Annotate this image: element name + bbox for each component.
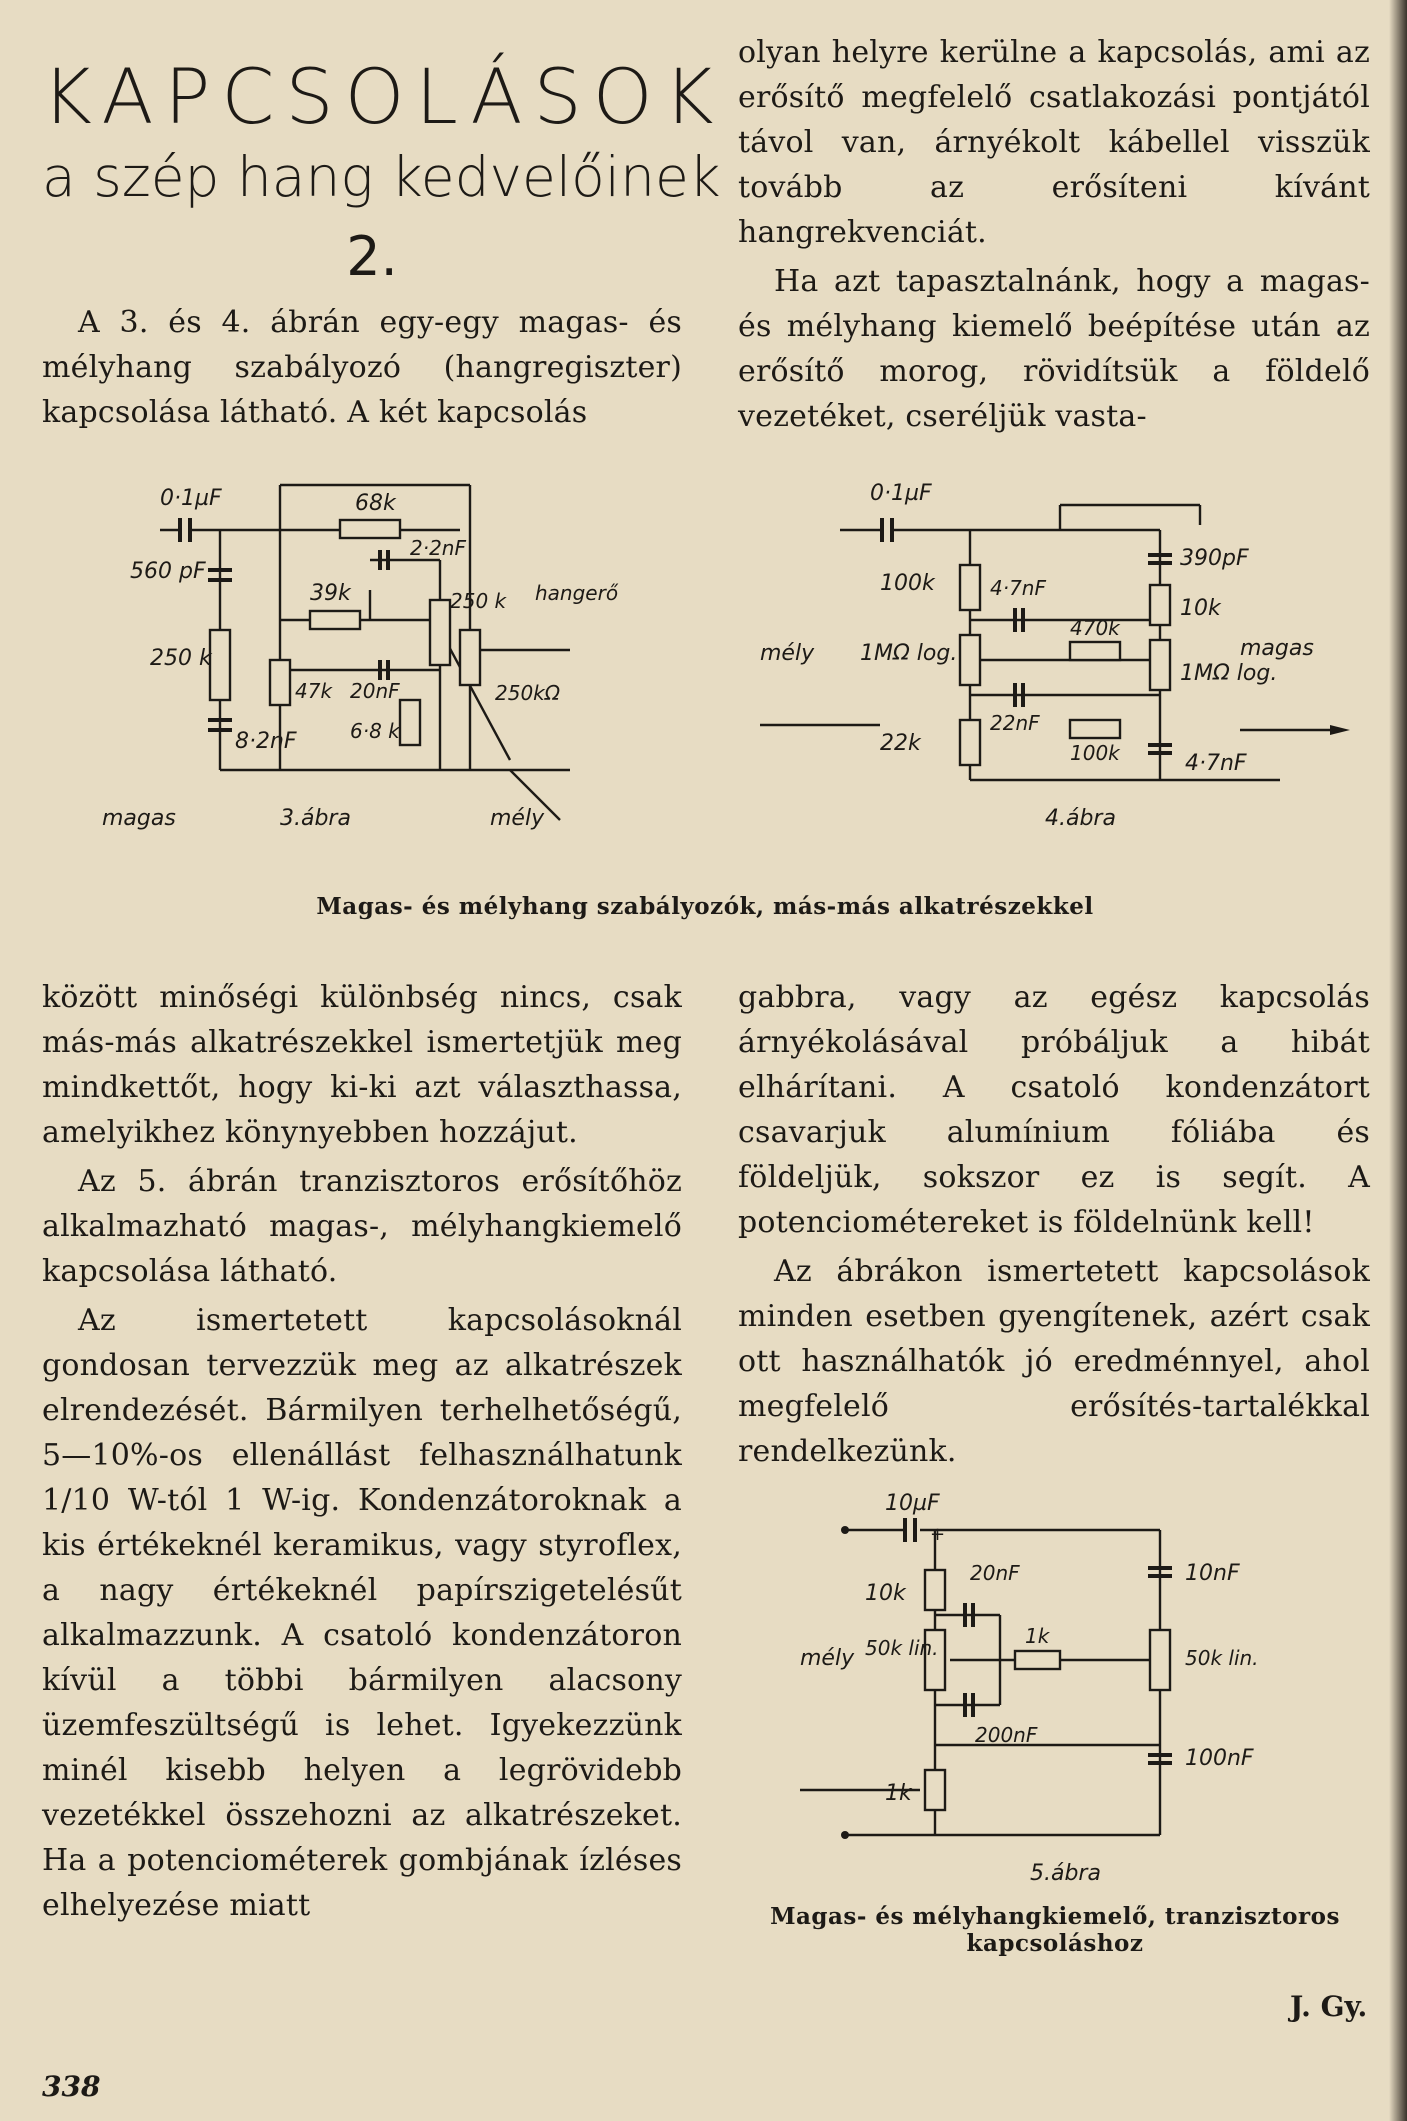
paragraph: között minőségi különbség nincs, csak más-más alkatrészekkel ismertetjük meg mindkettőt, hogy ki-ki azt választhassa, amelyikhez könynyebben hozzájut. [42,980,682,1150]
fig4-c3-label: 390pF [1180,546,1249,571]
fig5-c1-label: 20nF [970,1561,1020,1585]
fig3-c4-label: 20nF [350,679,400,703]
fig4-high-label: magas [1240,636,1314,661]
left-top-column [42,300,682,439]
page-edge-shadow [1389,0,1407,2121]
left-bottom-column [42,975,682,1932]
fig4-c1-label: 4·7nF [990,576,1046,600]
fig4-r4-label: 10k [1180,596,1221,621]
fig4-c2-label: 22nF [990,711,1040,735]
fig5-c2-label: 200nF [975,1723,1038,1747]
figure-4-schematic [740,470,1380,850]
fig5-pot-low-label: 50k lin. [865,1636,939,1660]
fig3-r-vol-label: 250kΩ [495,681,561,705]
fig3-c3-label: 2·2nF [410,536,466,560]
paragraph: Az ábrákon ismertetett kapcsolások minden esetben gyengítenek, azért csak ott használhatók jó eredménnyel, ahol megfelelő erősítés-tartalékkal rendelkezünk. [738,1254,1370,1469]
fig5-figure-label: 5.ábra [1030,1861,1101,1886]
fig4-c4-label: 4·7nF [1185,751,1247,776]
fig4-r2-label: 22k [880,731,921,756]
fig3-r1-label: 68k [355,491,396,516]
paragraph: Ha azt tapasztalnánk, hogy a magas- és mélyhang kiemelő beépítése után az erősítő morog, rövidítsük a földelő vezetéket, cseréljük vasta- [738,264,1370,434]
right-top-column [738,30,1370,443]
fig5-pot-high-label: 50k lin. [1185,1646,1259,1670]
page-number: 338 [42,2070,101,2103]
fig3-c2-label: 8·2nF [235,729,297,754]
fig4-c-in-label: 0·1µF [870,481,932,506]
fig3-pot2-label: 250 k [450,589,507,613]
article-title: KAPCSOLÁSOK [42,52,725,141]
fig3-c1-label: 560 pF [130,559,206,584]
figure-3-4-caption: Magas- és mélyhang szabályozók, más-más alkatrészekkel [316,893,1094,920]
paragraph: gabbra, vagy az egész kapcsolás árnyékolásával próbáljuk a hibát elhárítani. A csatoló kondenzátort csavarjuk alumínium fóliába és földeljük, sokszor ez is segít. A potenciométereket is földelnünk kell! [738,980,1370,1240]
paragraph: Az 5. ábrán tranzisztoros erősítőhöz alkalmazható magas-, mélyhangkiemelő kapcsolása látható. [42,1164,682,1289]
fig5-c-in-label: 10µF [885,1491,940,1516]
fig5-c4-label: 100nF [1185,1746,1254,1771]
article-title-block [42,52,725,302]
fig3-c-in-label: 0·1µF [160,486,222,511]
fig4-r1-label: 100k [880,571,935,596]
author-signature: J. Gy. [1290,1990,1368,2023]
fig3-r3-label: 47k [295,679,333,703]
fig3-r4-label: 6·8 k [350,719,400,743]
fig3-r2-label: 39k [310,581,351,606]
fig3-figure-label: 3.ábra [280,806,351,831]
fig5-c-in-polarity: + [930,1524,946,1545]
fig4-labels [760,481,1314,831]
paragraph: A 3. és 4. ábrán egy-egy magas- és mélyhang szabályozó (hangregiszter) kapcsolása látható. A két kapcsolás [42,305,682,430]
fig3-vol-label: hangerő [535,581,619,605]
fig4-r3-label: 470k [1070,616,1120,640]
fig4-low-label: mély [760,641,815,666]
fig5-c3-label: 10nF [1185,1561,1240,1586]
paragraph: olyan helyre kerülne a kapcsolás, ami az erősítő megfelelő csatlakozási pontjától távol van, árnyékolt kábellel visszük tovább az erősíteni kívánt hangrekvenciát. [738,35,1370,250]
fig5-labels [800,1491,1259,1886]
figure-5-caption: Magas- és mélyhangkiemelő, tranzisztoros kapcsoláshoz [770,1903,1340,1957]
fig5-r3-label: 1k [885,1781,912,1806]
fig4-pot-high-label: 1MΩ log. [1180,661,1278,686]
fig4-figure-label: 4.ábra [1045,806,1116,831]
paragraph: Az ismertetett kapcsolásoknál gondosan tervezzük meg az alkatrészek elrendezését. Bármilyen terhelhetőségű, 5—10%-os ellenállást felhasználhatunk 1/10 W-tól 1 W-ig. Kondenzátoroknak a kis értékeknél keramikus, vagy styroflex, a nagy értékeknél papírszigetelésűt alkalmazzunk. A csatoló kondenzátoron kívül a többi bármilyen alacsony üzemfeszültségű is lehet. Igyekezzünk minél kisebb helyen a legrövidebb vezetékkel összehozni az alkatrészeket. Ha a potenciométerek gombjának ízléses elhelyezése miatt [42,1303,682,1923]
fig3-low-label: mély [490,806,545,831]
article-subtitle: a szép hang kedvelőinek [42,145,721,209]
fig4-pot-low-label: 1MΩ log. [860,641,958,666]
fig3-pot-high-label: 250 k [150,646,212,671]
figure-3-schematic [40,470,700,850]
fig3-high-label: magas [102,806,176,831]
figure-5-schematic [760,1480,1360,1890]
right-bottom-column [738,975,1370,1478]
fig4-r5-label: 100k [1070,741,1120,765]
fig5-low-label: mély [800,1646,855,1671]
fig5-r1-label: 10k [865,1581,906,1606]
article-part-number: 2. [346,225,398,288]
fig5-r2-label: 1k [1025,1624,1050,1648]
